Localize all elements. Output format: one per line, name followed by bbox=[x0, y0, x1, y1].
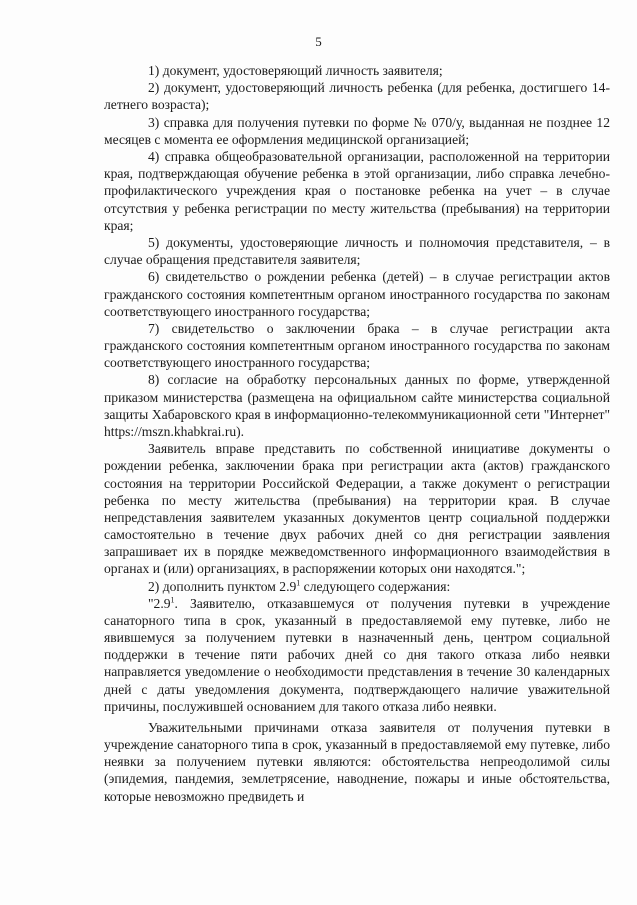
applicant-right-paragraph: Заявитель вправе представить по собственной инициативе документы о рождении ребенка, заключении брака при регистрации акта (актов) гражданского состояния на территории Российской Федерации, а также документ о регистрации ребенка по месту жительства (пребывания) на территории края. В случае непредставления заявителем указанных документов центр социальной поддержки самостоятельно в течение двух рабочих дней со дня регистрации заявления запрашивает их в порядке межведомственного информационного взаимодействия в органах и (или) организациях, в распоряжении которых они находятся."; bbox=[104, 441, 610, 577]
amendment-item bbox=[104, 578, 610, 595]
list-item-7: 7) свидетельство о заключении брака – в случае регистрации акта гражданского состояния компетентным органом иностранного государства по законам соответствующего иностранного государства; bbox=[104, 320, 610, 371]
amendment-item-tail: следующего содержания: bbox=[300, 578, 451, 594]
list-item-6: 6) свидетельство о рождении ребенка (детей) – в случае регистрации актов гражданского состояния компетентным органом иностранного государства по законам соответствующего иностранного государства; bbox=[104, 269, 610, 319]
list-item-1: 1) документ, удостоверяющий личность заявителя; bbox=[148, 63, 443, 78]
list-item-2: 2) документ, удостоверяющий личность ребенка (для ребенка, достигшего 14-летнего возраста); bbox=[104, 80, 610, 113]
page-number: 5 bbox=[315, 34, 322, 49]
new-clause-superscript: 1 bbox=[170, 595, 175, 605]
new-clause-number: "2.9 bbox=[148, 595, 171, 611]
document-body bbox=[104, 62, 610, 805]
new-clause-text: . Заявителю, отказавшемуся от получения путевки в учреждение санаторного типа в срок, указанный в предоставляемой ему путевке, либо не явившемуся за получением путевки в назначенный день, центром социальной поддержки в течение пяти рабочих дней со дня такого отказа либо неявки направляется уведомление о необходимости представления в течение 30 календарных дней с даты уведомления документа, подтверждающего наличие уважительной причины, послужившей основанием для такого отказа либо неявки. bbox=[104, 595, 610, 714]
amendment-item-superscript: 1 bbox=[296, 578, 301, 587]
list-item-8: 8) согласие на обработку персональных данных по форме, утвержденной приказом министерства (размещена на официальном сайте министерства социальной защиты Хабаровского края в информационно-телекоммуникационной сети "Интернет" https://mszn.khabkrai.ru). bbox=[104, 372, 610, 439]
amendment-item-text: 2) дополнить пунктом 2.9 bbox=[148, 578, 297, 594]
list-item-3: 3) справка для получения путевки по форме № 070/у, выданная не позднее 12 месяцев с момента ее оформления медицинской организацией; bbox=[104, 114, 610, 147]
list-item-5: 5) документы, удостоверяющие личность и полномочия представителя, – в случае обращения представителя заявителя; bbox=[104, 234, 610, 268]
list-item-4: 4) справка общеобразовательной организации, расположенной на территории края, подтверждающая обучение ребенка в этой организации, либо справка лечебно-профилактического учреждения края о постановке ребенка на учет – в случае отсутствия у ребенка регистрации по месту жительства (пребывания) на территории края; bbox=[104, 149, 610, 233]
valid-reasons-paragraph: Уважительными причинами отказа заявителя от получения путевки в учреждение санаторного типа в срок, указанный в предоставляемой ему путевке, либо неявки за получением путевки являются: обстоятельства непреодолимой силы (эпидемия, пандемия, землетрясение, наводнение, пожары и иные обстоятельства, которые невозможно предвидеть и bbox=[104, 719, 610, 804]
new-clause-paragraph bbox=[104, 595, 610, 715]
